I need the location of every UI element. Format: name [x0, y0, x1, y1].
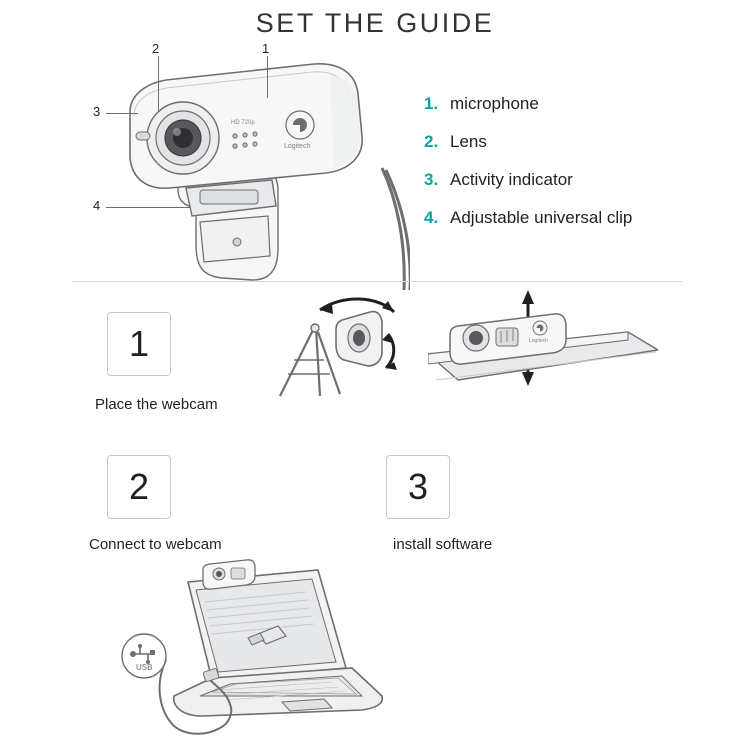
step-3-caption: install software [393, 536, 493, 553]
laptop-drawing [70, 556, 400, 742]
monitor-drawing [428, 288, 658, 408]
list-item [424, 132, 724, 152]
legend-number: 3. [424, 170, 439, 189]
hd-badge-text: HD 720p [231, 120, 255, 126]
svg-text:Logitech: Logitech [529, 338, 548, 344]
webcam-drawing [100, 40, 410, 290]
legend-number: 1. [424, 94, 439, 113]
callout-number-1: 1 [262, 41, 270, 56]
step-2-caption: Connect to webcam [89, 536, 222, 553]
step-1-box [107, 312, 171, 376]
step-2-box [107, 455, 171, 519]
brand-text: Logitech [284, 143, 311, 150]
tripod-drawing [258, 288, 418, 408]
step-2-number: 2 [128, 466, 150, 507]
legend-list [424, 94, 724, 246]
legend-number: 4. [424, 208, 439, 227]
callout-number-2: 2 [152, 41, 160, 56]
callout-leader-3 [106, 113, 138, 114]
legend-label: Lens [450, 132, 487, 151]
list-item [424, 208, 724, 228]
callout-leader-2 [158, 56, 159, 112]
legend-label: microphone [450, 94, 539, 113]
callout-number-3: 3 [93, 104, 101, 119]
step-1-illustration [258, 288, 418, 408]
usb-label: USB [136, 663, 153, 672]
step-3-box [386, 455, 450, 519]
callout-leader-1 [267, 56, 268, 98]
step-1-number: 1 [128, 323, 150, 364]
laptop-illustration [70, 556, 400, 742]
legend-label: Activity indicator [450, 170, 573, 189]
legend-number: 2. [424, 132, 439, 151]
legend-label: Adjustable universal clip [450, 208, 633, 227]
webcam-illustration [100, 40, 410, 290]
list-item [424, 170, 724, 190]
callout-number-4: 4 [93, 198, 101, 213]
monitor-clip-illustration [428, 288, 658, 408]
section-divider [72, 281, 682, 282]
page-title: SET THE GUIDE [255, 8, 495, 38]
step-1-caption: Place the webcam [95, 396, 218, 413]
callout-leader-4 [106, 207, 190, 208]
step-3-number: 3 [407, 466, 429, 507]
list-item [424, 94, 724, 114]
